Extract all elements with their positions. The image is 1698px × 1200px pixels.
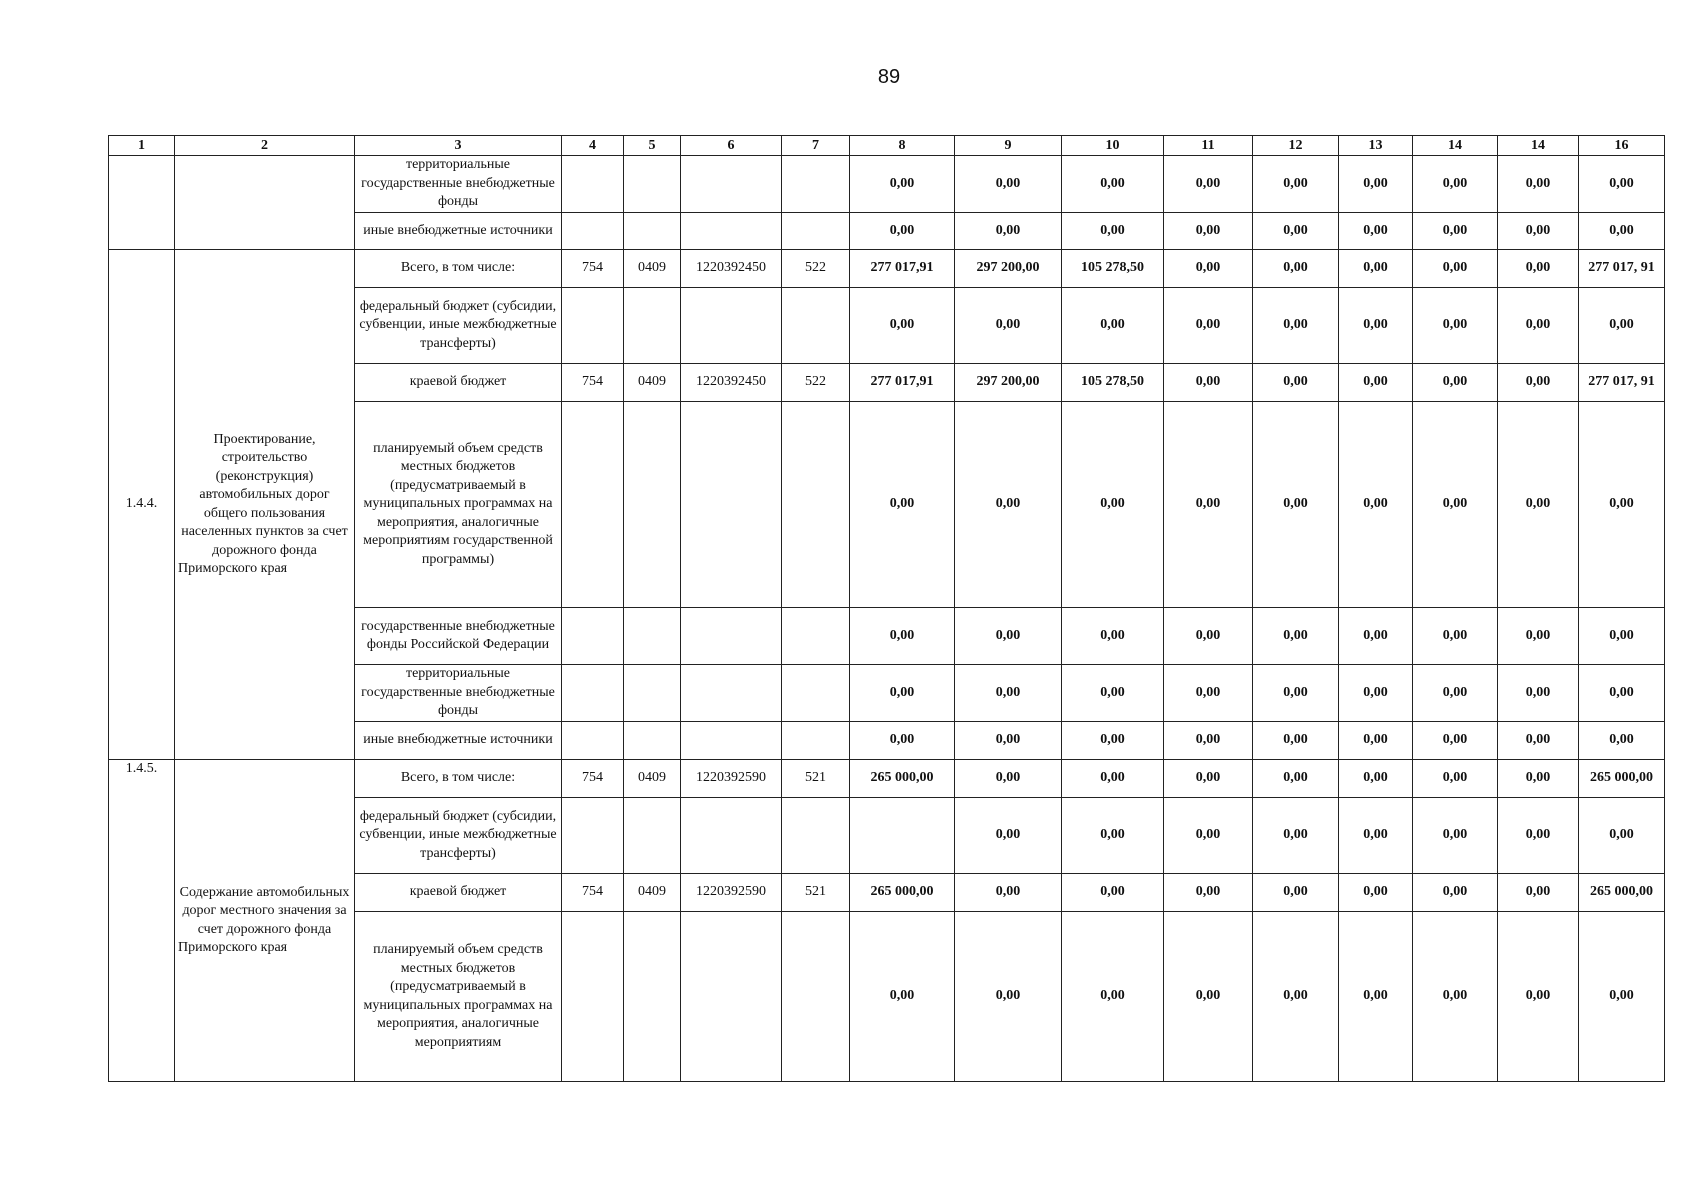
value-cell: 0,00 — [1339, 402, 1413, 608]
value-cell: 0,00 — [1253, 288, 1339, 364]
cell-col6 — [681, 608, 782, 665]
value-cell: 0,00 — [1062, 912, 1164, 1082]
cell-col6 — [681, 912, 782, 1082]
value-cell: 0,00 — [1062, 874, 1164, 912]
value-cell: 0,00 — [1413, 250, 1498, 288]
value-cell: 0,00 — [955, 874, 1062, 912]
value-cell: 0,00 — [1062, 156, 1164, 213]
column-header: 16 — [1579, 136, 1665, 156]
value-cell: 0,00 — [1579, 798, 1665, 874]
cell-col5: 0409 — [624, 874, 681, 912]
budget-table — [108, 135, 1665, 1082]
value-cell: 0,00 — [1339, 288, 1413, 364]
value-cell: 0,00 — [1413, 213, 1498, 250]
value-cell: 0,00 — [1413, 288, 1498, 364]
cell-col5: 0409 — [624, 250, 681, 288]
cell-col7: 521 — [782, 760, 850, 798]
value-cell: 0,00 — [1253, 722, 1339, 760]
value-cell: 297 200,00 — [955, 250, 1062, 288]
value-cell: 0,00 — [850, 722, 955, 760]
cell-col7 — [782, 156, 850, 213]
funding-source: иные внебюджетные источники — [355, 722, 562, 760]
cell-col4 — [562, 156, 624, 213]
value-cell: 0,00 — [1164, 402, 1253, 608]
cell-col4 — [562, 912, 624, 1082]
cell-col7 — [782, 912, 850, 1082]
cell-col7: 522 — [782, 250, 850, 288]
cell-col5 — [624, 608, 681, 665]
value-cell: 0,00 — [955, 608, 1062, 665]
value-cell: 0,00 — [1253, 364, 1339, 402]
cell-col4 — [562, 402, 624, 608]
column-header: 11 — [1164, 136, 1253, 156]
cell-col5: 0409 — [624, 364, 681, 402]
value-cell: 0,00 — [850, 912, 955, 1082]
cell-col5 — [624, 288, 681, 364]
funding-source: территориальные государственные внебюджетные фонды — [355, 156, 562, 213]
value-cell: 277 017,91 — [850, 250, 955, 288]
value-cell: 0,00 — [1062, 760, 1164, 798]
value-cell: 0,00 — [1062, 608, 1164, 665]
value-cell: 0,00 — [1339, 760, 1413, 798]
value-cell: 105 278,50 — [1062, 364, 1164, 402]
funding-source: федеральный бюджет (субсидии, субвенции, иные межбюджетные трансферты) — [355, 798, 562, 874]
cell-col4: 754 — [562, 760, 624, 798]
value-cell: 0,00 — [1339, 722, 1413, 760]
value-cell: 0,00 — [1062, 213, 1164, 250]
value-cell: 0,00 — [1164, 874, 1253, 912]
table-body — [109, 136, 1665, 1082]
page-number: 89 — [877, 66, 901, 88]
value-cell: 0,00 — [850, 665, 955, 722]
value-cell: 0,00 — [1062, 798, 1164, 874]
column-header: 3 — [355, 136, 562, 156]
value-cell: 0,00 — [1164, 364, 1253, 402]
column-header: 13 — [1339, 136, 1413, 156]
value-cell: 265 000,00 — [1579, 874, 1665, 912]
value-cell: 0,00 — [1339, 874, 1413, 912]
funding-source: планируемый объем средств местных бюджетов (предусматриваемый в муниципальных программах на мероприятия, аналогичные мероприятиям государственной программы) — [355, 402, 562, 608]
value-cell: 0,00 — [1498, 402, 1579, 608]
value-cell: 0,00 — [955, 156, 1062, 213]
value-cell: 0,00 — [1498, 912, 1579, 1082]
value-cell: 0,00 — [1164, 760, 1253, 798]
value-cell: 0,00 — [1413, 912, 1498, 1082]
value-cell: 0,00 — [1253, 402, 1339, 608]
value-cell: 0,00 — [1253, 250, 1339, 288]
value-cell: 0,00 — [850, 213, 955, 250]
value-cell: 0,00 — [850, 402, 955, 608]
value-cell: 0,00 — [1062, 722, 1164, 760]
value-cell: 0,00 — [1339, 912, 1413, 1082]
value-cell: 0,00 — [850, 608, 955, 665]
cell-col6: 1220392450 — [681, 250, 782, 288]
section-number-cell — [109, 156, 175, 250]
value-cell: 0,00 — [955, 288, 1062, 364]
value-cell: 0,00 — [1062, 402, 1164, 608]
value-cell: 265 000,00 — [850, 760, 955, 798]
value-cell: 0,00 — [955, 402, 1062, 608]
section-number: 1.4.5. — [109, 760, 175, 1082]
cell-col6: 1220392590 — [681, 874, 782, 912]
cell-col5 — [624, 213, 681, 250]
column-header-row — [109, 136, 1665, 156]
section-number: 1.4.4. — [109, 250, 175, 760]
value-cell: 0,00 — [1253, 912, 1339, 1082]
value-cell: 0,00 — [1579, 213, 1665, 250]
value-cell: 0,00 — [1498, 288, 1579, 364]
measure-name: Проектирование, строительство (реконструкция) автомобильных дорог общего пользования населенных пунктов за счет дорожного фонда Приморского края — [175, 250, 355, 760]
value-cell: 0,00 — [955, 912, 1062, 1082]
value-cell: 0,00 — [1253, 665, 1339, 722]
value-cell: 0,00 — [1498, 665, 1579, 722]
value-cell: 0,00 — [1062, 288, 1164, 364]
funding-source: государственные внебюджетные фонды Российской Федерации — [355, 608, 562, 665]
cell-col4 — [562, 213, 624, 250]
value-cell: 0,00 — [1253, 156, 1339, 213]
measure-name-cell — [175, 156, 355, 250]
value-cell — [850, 798, 955, 874]
funding-source: Всего, в том числе: — [355, 250, 562, 288]
value-cell: 0,00 — [1579, 402, 1665, 608]
value-cell: 0,00 — [1413, 760, 1498, 798]
column-header: 8 — [850, 136, 955, 156]
value-cell: 0,00 — [1579, 665, 1665, 722]
funding-source: Всего, в том числе: — [355, 760, 562, 798]
cell-col6 — [681, 288, 782, 364]
value-cell: 0,00 — [1164, 288, 1253, 364]
value-cell: 0,00 — [955, 722, 1062, 760]
value-cell: 0,00 — [1413, 798, 1498, 874]
column-header: 10 — [1062, 136, 1164, 156]
cell-col7 — [782, 665, 850, 722]
value-cell: 0,00 — [1164, 665, 1253, 722]
column-header: 9 — [955, 136, 1062, 156]
value-cell: 0,00 — [1164, 798, 1253, 874]
cell-col6: 1220392450 — [681, 364, 782, 402]
value-cell: 0,00 — [1498, 213, 1579, 250]
value-cell: 0,00 — [1339, 798, 1413, 874]
value-cell: 0,00 — [1339, 665, 1413, 722]
funding-source: краевой бюджет — [355, 874, 562, 912]
column-header: 4 — [562, 136, 624, 156]
value-cell: 0,00 — [1498, 798, 1579, 874]
value-cell: 265 000,00 — [850, 874, 955, 912]
value-cell: 0,00 — [1253, 213, 1339, 250]
cell-col4 — [562, 722, 624, 760]
value-cell: 0,00 — [1164, 912, 1253, 1082]
column-header: 1 — [109, 136, 175, 156]
column-header: 2 — [175, 136, 355, 156]
value-cell: 0,00 — [1413, 402, 1498, 608]
column-header: 14 — [1413, 136, 1498, 156]
value-cell: 0,00 — [1498, 156, 1579, 213]
cell-col6: 1220392590 — [681, 760, 782, 798]
measure-name: Содержание автомобильных дорог местного значения за счет дорожного фонда Приморского края — [175, 760, 355, 1082]
cell-col7 — [782, 608, 850, 665]
cell-col6 — [681, 213, 782, 250]
cell-col6 — [681, 798, 782, 874]
value-cell: 0,00 — [1413, 364, 1498, 402]
cell-col5: 0409 — [624, 760, 681, 798]
value-cell: 0,00 — [1498, 250, 1579, 288]
value-cell: 0,00 — [1164, 608, 1253, 665]
cell-col5 — [624, 156, 681, 213]
value-cell: 0,00 — [1579, 608, 1665, 665]
value-cell: 0,00 — [1413, 874, 1498, 912]
cell-col5 — [624, 912, 681, 1082]
value-cell: 0,00 — [1498, 874, 1579, 912]
cell-col7 — [782, 213, 850, 250]
value-cell: 0,00 — [1579, 288, 1665, 364]
value-cell: 0,00 — [1579, 722, 1665, 760]
column-header: 6 — [681, 136, 782, 156]
cell-col4: 754 — [562, 364, 624, 402]
funding-source: иные внебюджетные источники — [355, 213, 562, 250]
funding-source: планируемый объем средств местных бюджетов (предусматриваемый в муниципальных программах на мероприятия, аналогичные мероприятиям — [355, 912, 562, 1082]
cell-col4 — [562, 608, 624, 665]
value-cell: 277 017, 91 — [1579, 250, 1665, 288]
cell-col7 — [782, 798, 850, 874]
column-header: 5 — [624, 136, 681, 156]
value-cell: 0,00 — [1164, 213, 1253, 250]
value-cell: 0,00 — [1498, 760, 1579, 798]
cell-col5 — [624, 798, 681, 874]
value-cell: 0,00 — [1062, 665, 1164, 722]
table-row — [109, 250, 1665, 288]
cell-col6 — [681, 156, 782, 213]
value-cell: 0,00 — [1339, 364, 1413, 402]
cell-col6 — [681, 665, 782, 722]
cell-col5 — [624, 665, 681, 722]
column-header: 7 — [782, 136, 850, 156]
value-cell: 0,00 — [955, 798, 1062, 874]
value-cell: 0,00 — [1498, 364, 1579, 402]
value-cell: 0,00 — [1339, 608, 1413, 665]
cell-col6 — [681, 402, 782, 608]
cell-col5 — [624, 722, 681, 760]
value-cell: 0,00 — [1164, 156, 1253, 213]
value-cell: 265 000,00 — [1579, 760, 1665, 798]
value-cell: 277 017, 91 — [1579, 364, 1665, 402]
value-cell: 0,00 — [955, 760, 1062, 798]
value-cell: 0,00 — [1253, 874, 1339, 912]
value-cell: 277 017,91 — [850, 364, 955, 402]
value-cell: 0,00 — [955, 665, 1062, 722]
value-cell: 0,00 — [1164, 250, 1253, 288]
value-cell: 0,00 — [850, 288, 955, 364]
value-cell: 105 278,50 — [1062, 250, 1164, 288]
value-cell: 0,00 — [1413, 156, 1498, 213]
cell-col7: 521 — [782, 874, 850, 912]
value-cell: 0,00 — [1339, 250, 1413, 288]
column-header: 12 — [1253, 136, 1339, 156]
cell-col7 — [782, 288, 850, 364]
value-cell: 0,00 — [1339, 156, 1413, 213]
cell-col4 — [562, 665, 624, 722]
value-cell: 0,00 — [1413, 665, 1498, 722]
table-row — [109, 760, 1665, 798]
cell-col7 — [782, 722, 850, 760]
value-cell: 0,00 — [1339, 213, 1413, 250]
value-cell: 0,00 — [955, 213, 1062, 250]
cell-col6 — [681, 722, 782, 760]
cell-col4 — [562, 288, 624, 364]
value-cell: 0,00 — [1253, 760, 1339, 798]
funding-source: территориальные государственные внебюджетные фонды — [355, 665, 562, 722]
funding-source: краевой бюджет — [355, 364, 562, 402]
funding-source: федеральный бюджет (субсидии, субвенции, иные межбюджетные трансферты) — [355, 288, 562, 364]
value-cell: 0,00 — [1498, 608, 1579, 665]
column-header: 14 — [1498, 136, 1579, 156]
value-cell: 0,00 — [1579, 912, 1665, 1082]
value-cell: 297 200,00 — [955, 364, 1062, 402]
cell-col4 — [562, 798, 624, 874]
value-cell: 0,00 — [850, 156, 955, 213]
value-cell: 0,00 — [1253, 798, 1339, 874]
cell-col4: 754 — [562, 874, 624, 912]
table-row — [109, 156, 1665, 213]
value-cell: 0,00 — [1413, 608, 1498, 665]
value-cell: 0,00 — [1498, 722, 1579, 760]
cell-col4: 754 — [562, 250, 624, 288]
value-cell: 0,00 — [1413, 722, 1498, 760]
value-cell: 0,00 — [1164, 722, 1253, 760]
cell-col7 — [782, 402, 850, 608]
value-cell: 0,00 — [1579, 156, 1665, 213]
cell-col5 — [624, 402, 681, 608]
cell-col7: 522 — [782, 364, 850, 402]
value-cell: 0,00 — [1253, 608, 1339, 665]
